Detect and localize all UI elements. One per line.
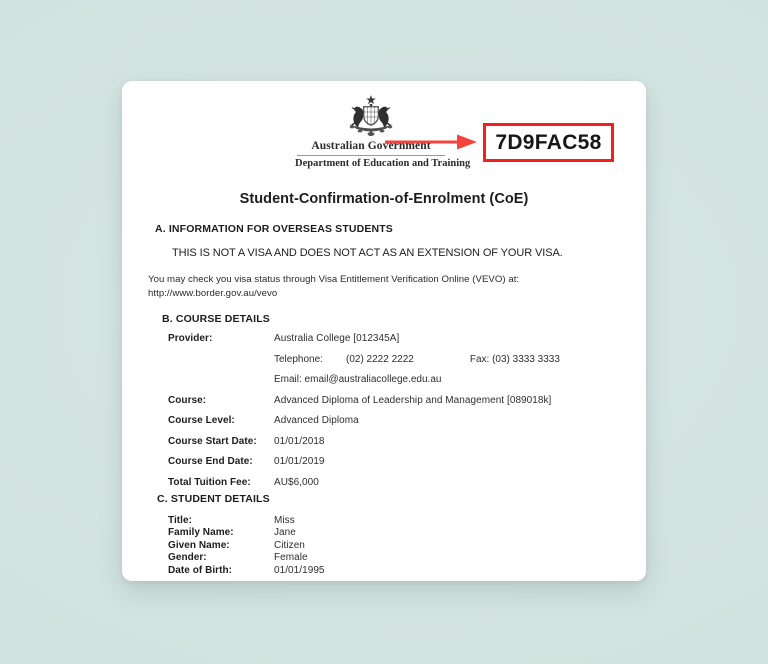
field-value: Advanced Diploma: [274, 415, 359, 426]
vevo-line-1: You may check you visa status through Visa Entitlement Verification Online (VEVO) at:: [148, 274, 520, 285]
field-value: Miss: [274, 515, 295, 526]
field-label: Family Name:: [168, 527, 234, 539]
highlighted-code-box: [483, 123, 614, 162]
field-value: Advanced Diploma of Leadership and Management [089018k]: [274, 394, 552, 406]
field-label: Date of Birth:: [168, 564, 233, 576]
vevo-information: [148, 273, 568, 300]
field-label: Course Level:: [168, 415, 235, 426]
field-value: Female: [274, 552, 308, 564]
field-value: Jane: [274, 527, 296, 539]
field-row-email: [168, 374, 560, 395]
field-label: Course End Date:: [168, 456, 253, 467]
coe-code-value: 7D9FAC58: [495, 131, 602, 154]
document-title: Student-Confirmation-of-Enrolment (CoE): [239, 191, 529, 207]
email-value: Email: email@australiacollege.edu.au: [274, 374, 442, 385]
field-value: 01/01/1995: [274, 564, 325, 576]
course-details-list: [168, 333, 560, 497]
fax-value: Fax: (03) 3333 3333: [469, 353, 560, 365]
field-row-course-end-date: [168, 456, 560, 477]
field-row-gender: [168, 552, 325, 564]
field-row-provider: [168, 333, 560, 354]
department-name: Department of Education and Training: [295, 158, 471, 169]
visa-notice-text: THIS IS NOT A VISA AND DOES NOT ACT AS AN EXTENSION OF YOUR VISA.: [172, 247, 563, 259]
field-value: AU$6,000: [274, 476, 319, 488]
field-value: Citizen: [274, 539, 305, 551]
telephone-label: Telephone:: [274, 353, 323, 365]
section-a-heading: A. INFORMATION FOR OVERSEAS STUDENTS: [155, 223, 393, 235]
field-value: 01/01/2018: [274, 435, 325, 447]
field-row-family-name: [168, 527, 325, 539]
student-details-list: [168, 515, 325, 577]
field-row-telephone-fax: [168, 354, 560, 375]
telephone-value: (02) 2222 2222: [346, 353, 414, 365]
section-c-heading: C. STUDENT DETAILS: [157, 493, 270, 505]
field-label: Provider:: [168, 333, 213, 344]
field-label: Course Start Date:: [168, 435, 257, 447]
field-label: Course:: [168, 394, 207, 406]
field-label: Total Tuition Fee:: [168, 476, 251, 488]
field-row-course: [168, 395, 560, 416]
field-label: Gender:: [168, 552, 207, 564]
field-row-course-level: [168, 415, 560, 436]
right-arrow-icon: [383, 131, 479, 153]
field-row-course-start-date: [168, 436, 560, 457]
government-name: Australian Government: [311, 140, 431, 152]
vevo-url: http://www.border.gov.au/vevo: [148, 287, 278, 299]
section-b-heading: B. COURSE DETAILS: [162, 313, 270, 325]
field-row-date-of-birth: [168, 565, 325, 577]
letterhead-divider: [297, 155, 445, 156]
field-value: 01/01/2019: [274, 456, 325, 467]
field-label: Given Name:: [168, 539, 230, 551]
field-label: Title:: [168, 515, 193, 526]
field-value: Australia College [012345A]: [274, 333, 400, 344]
field-row-given-name: [168, 540, 325, 552]
field-row-title: [168, 515, 325, 527]
